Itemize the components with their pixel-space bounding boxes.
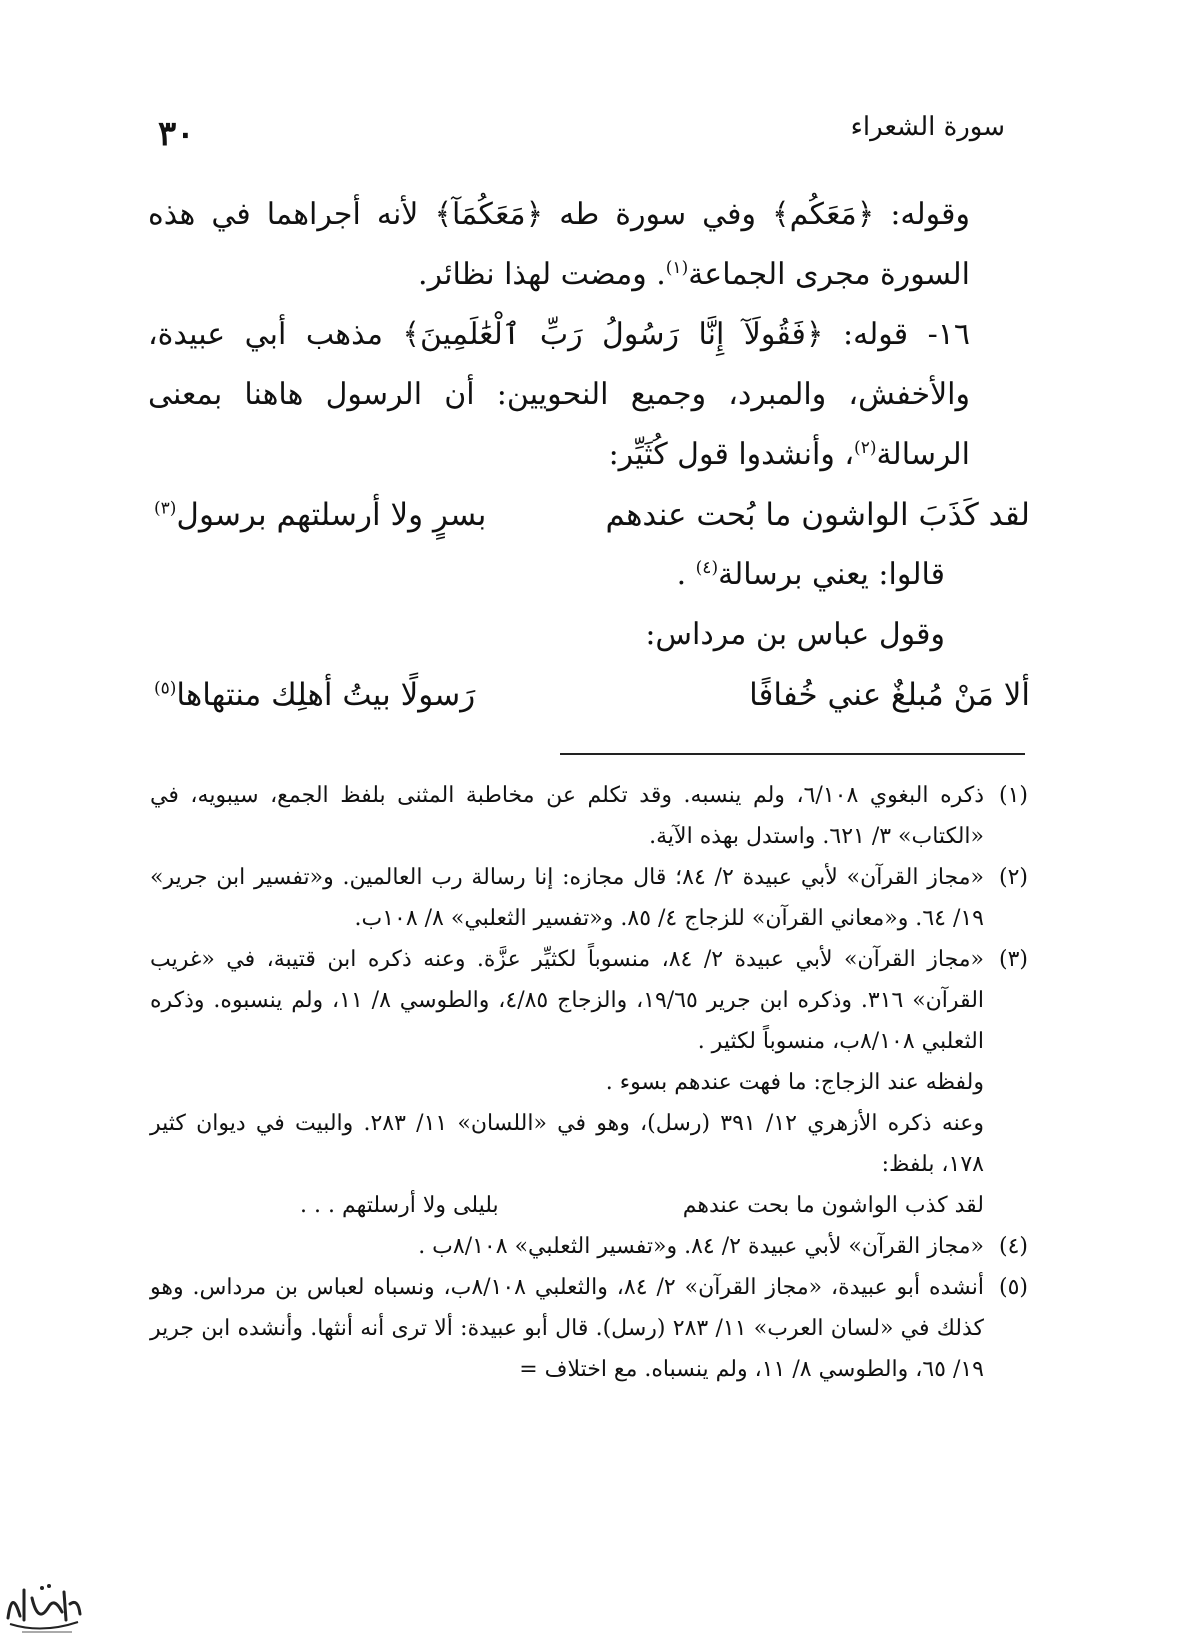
verse-text: بسرٍ ولا أرسلتهم برسول [176,497,487,533]
paragraph-1 [148,185,1030,305]
verse-hemistich-first: لقد كذب الواشون ما بحت عندهم [682,1193,984,1218]
verse-text: رَسولًا بيتُ أهلِك منتهاها [176,677,476,713]
footnote-text: ذكره البغوي ٦/١٠٨، ولم ينسبه. وقد تكلم عن مخاطبة المثنى بلفظ الجمع، سيبويه، في «الكتاب» ٣/ ٦٢١. واستدل بهذه الآية. [150,783,985,849]
footnotes [150,775,1028,1390]
footnote-1 [150,775,1028,857]
page-number: ٣٠ [158,114,195,154]
paragraph-text: وقول عباس بن مرداس: [645,617,945,652]
footnote-text: أنشده أبو عبيدة، «مجاز القرآن» ٢/ ٨٤، والثعلبي ٨/١٠٨ب، ونسباه لعباس بن مرداس. وهو كذلك في «لسان العرب» ١١/ ٢٨٣ (رسل). قال أبو عبيدة: ألا ترى أنه أنثها. وأنشده ابن جرير ١٩/ ٦٥، والطوسي ٨/ ١١، ولم ينسباه. مع اختلاف = [150,1275,985,1382]
verse-hemistich-first: ألا مَنْ مُبلغٌ عني خُفافًا [749,677,1030,713]
paragraph-2 [148,305,1030,485]
footnote-3-continuation: ولفظه عند الزجاج: ما فهت عندهم بسوء . [605,1070,984,1095]
footnote-2 [150,857,1028,939]
footnote-number: (٥) [998,1275,1028,1300]
verse-hemistich-second [148,485,486,545]
poetry-verse-2 [148,665,1030,725]
footnote-ref: (٢) [854,438,877,458]
footnote-number: (١) [998,783,1028,808]
poetry-verse-1 [148,485,1030,545]
main-text [148,185,1030,725]
footnote-ref: (٣) [154,498,177,519]
footnote-text: «مجاز القرآن» لأبي عبيدة ٢/ ٨٤، منسوباً لكثيِّر عزَّة. وعنه ذكره ابن قتيبة، في «غريب القرآن» ٣١٦. وذكره ابن جرير ١٩/٦٥، والزجاج ٤/٨٥، والطوسي ٨/ ١١، ولم ينسبوه. وذكره الثعلبي ٨/١٠٨ب، منسوباً لكثير . [150,947,985,1054]
paragraph-text: ١٦- قوله: ﴿فَقُولَآ إِنَّا رَسُولُ رَبِّ ٱلْعَٰلَمِينَ﴾ مذهب أبي عبيدة، والأخفش، والمبرد، وجميع النحويين: أن الرسول هاهنا بمعنى الرسالة [148,317,970,472]
paragraph-qalu [148,545,1030,605]
paragraph-text: وقوله: ﴿مَعَكُم﴾ وفي سورة طه ﴿مَعَكُمَآ﴾ لأنه أجراهما في هذه السورة مجرى الجماعة [148,197,970,292]
footnote-3-continuation: وعنه ذكره الأزهري ١٢/ ٣٩١ (رسل)، وهو في «اللسان» ١١/ ٢٨٣. والبيت في ديوان كثير ١٧٨، بلفظ: [150,1111,985,1177]
calligraphy-logo [2,1578,84,1640]
paragraph-text: . ومضت لهذا نظائر. [418,257,666,292]
page-header [150,106,1035,166]
paragraph-text: ، وأنشدوا قول كُثَيِّر: [608,437,855,472]
paragraph-text: قالوا: يعني برسالة [718,557,945,592]
footnote-ref: (٤) [695,558,719,578]
footnote-verse [150,1185,1028,1226]
surah-title: سورة الشعراء [850,112,1005,142]
footnote-text: «مجاز القرآن» لأبي عبيدة ٢/ ٨٤؛ قال مجازه: إنا رسالة رب العالمين. و«تفسير ابن جرير» ١٩/ ٦٤. و«معاني القرآن» للزجاج ٤/ ٨٥. و«تفسير الثعلبي» ٨/ ١٠٨ب. [150,865,984,931]
footnote-number: (٣) [998,947,1028,972]
footnote-5 [150,1267,1028,1390]
footnote-separator [560,753,1025,755]
paragraph-text: . [676,557,696,592]
verse-hemistich-second [148,665,475,725]
verse-hemistich-first: لقد كَذَبَ الواشون ما بُحت عندهم [605,497,1030,533]
footnote-3 [150,939,1028,1062]
footnote-number: (٤) [998,1234,1028,1259]
footnote-ref: (١) [665,258,689,278]
footnote-4 [150,1226,1028,1267]
paragraph-abbas [148,605,1030,665]
footnote-ref: (٥) [154,678,177,699]
verse-hemistich-second: بليلى ولا أرسلتهم . . . [300,1193,499,1218]
footnote-text: «مجاز القرآن» لأبي عبيدة ٢/ ٨٤. و«تفسير الثعلبي» ٨/١٠٨ب . [418,1234,984,1259]
footnote-number: (٢) [998,865,1028,890]
